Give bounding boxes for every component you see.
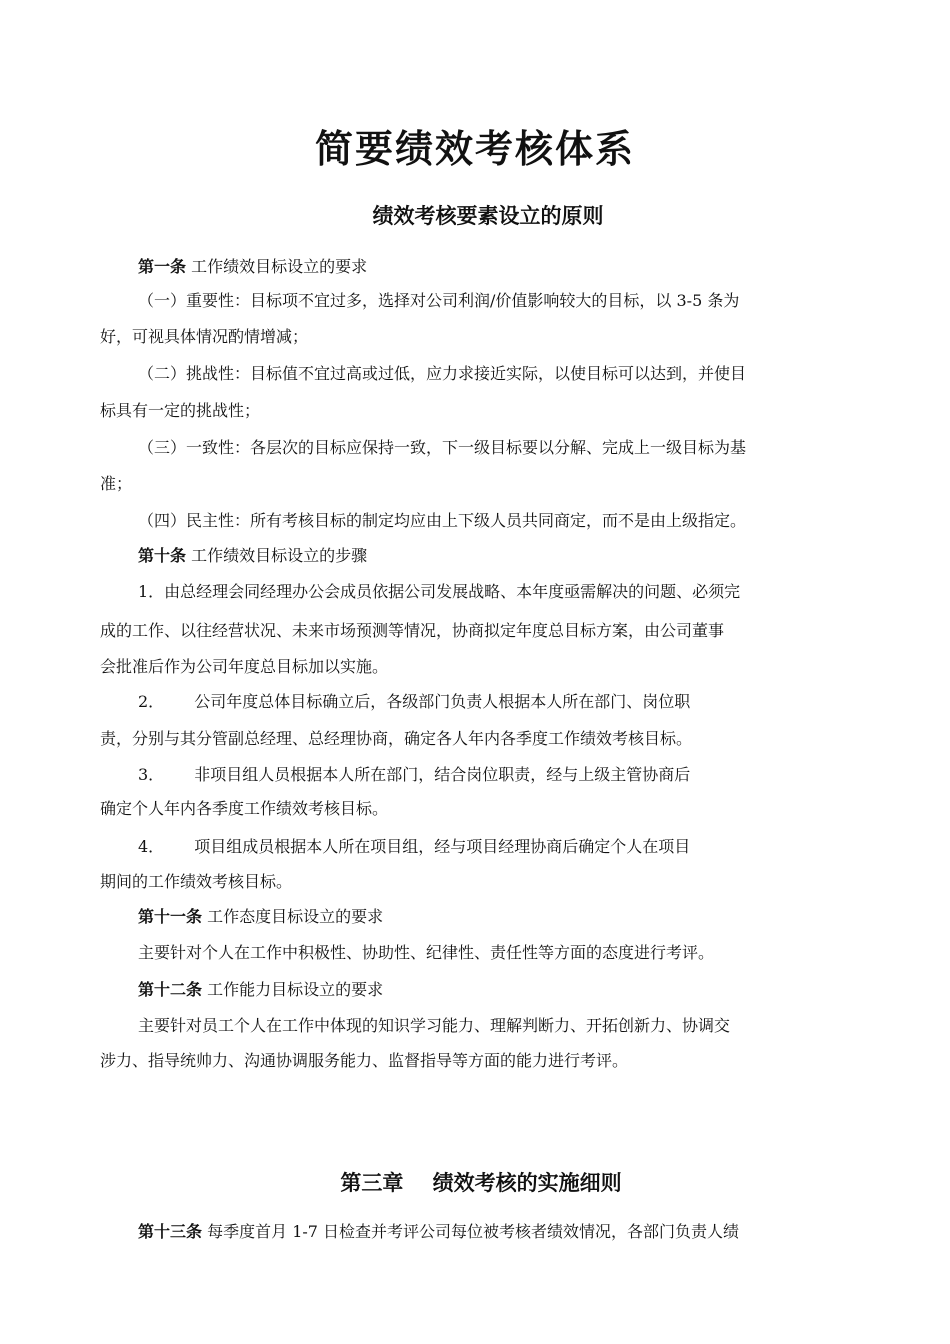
paragraph-line: 1．由总经理会同经理办公会成员依据公司发展战略、本年度亟需解决的问题、必须完 [138, 582, 741, 601]
article-label: 第十二条 [138, 980, 203, 999]
paragraph-line: （一）重要性：目标项不宜过多，选择对公司利润/价值影响较大的目标，以 3-5 条为 [138, 291, 740, 310]
step-text: 项目组成员根据本人所在项目组，经与项目经理协商后确定个人在项目 [194, 837, 691, 856]
paragraph-line: 期间的工作绩效考核目标。 [100, 872, 293, 891]
article-label: 第十一条 [138, 907, 203, 926]
step-2 [138, 690, 908, 714]
paragraph-line: 会批准后作为公司年度总目标加以实施。 [100, 657, 389, 676]
article-11 [138, 905, 908, 929]
paragraph-line: （四）民主性：所有考核目标的制定均应由上下级人员共同商定，而不是由上级指定。 [138, 511, 747, 530]
article-12 [138, 978, 908, 1002]
paragraph-line: 准； [100, 474, 133, 493]
article-13 [138, 1220, 908, 1244]
document-title: 简要绩效考核体系 [314, 126, 635, 171]
paragraph-line: 主要针对个人在工作中积极性、协助性、纪律性、责任性等方面的态度进行考评。 [138, 943, 715, 962]
paragraph-line: （二）挑战性：目标值不宜过高或过低，应力求接近实际，以使目标可以达到，并使目 [138, 364, 747, 383]
step-text: 非项目组人员根据本人所在部门，结合岗位职责，经与上级主管协商后 [194, 765, 691, 784]
paragraph-line: 好，可视具体情况酌情增减； [100, 327, 309, 346]
paragraph-line: 成的工作、以往经营状况、未来市场预测等情况，协商拟定年度总目标方案，由公司董事 [100, 621, 725, 640]
article-heading: 工作绩效目标设立的步骤 [191, 546, 368, 565]
article-text: 每季度首月 1-7 日检查并考评公司每位被考核者绩效情况，各部门负责人绩 [207, 1222, 740, 1241]
paragraph-line: 责，分别与其分管副总经理、总经理协商，确定各人年内各季度工作绩效考核目标。 [100, 729, 693, 748]
step-number: 2． [138, 692, 165, 711]
article-label: 第一条 [138, 257, 187, 276]
paragraph-line: 确定个人年内各季度工作绩效考核目标。 [100, 799, 389, 818]
chapter-heading: 第三章 绩效考核的实施细则 [340, 1170, 622, 1195]
step-number: 3． [138, 765, 165, 784]
article-heading: 工作能力目标设立的要求 [207, 980, 384, 999]
article-label: 第十三条 [138, 1222, 203, 1241]
paragraph-line: 主要针对员工个人在工作中体现的知识学习能力、理解判断力、开拓创新力、协调交 [138, 1016, 731, 1035]
section-subtitle: 绩效考核要素设立的原则 [372, 203, 604, 228]
article-1 [138, 255, 908, 279]
step-3 [138, 763, 908, 787]
paragraph-line: 涉力、指导统帅力、沟通协调服务能力、监督指导等方面的能力进行考评。 [100, 1051, 629, 1070]
article-heading: 工作绩效目标设立的要求 [191, 257, 368, 276]
article-label: 第十条 [138, 546, 187, 565]
step-4 [138, 835, 908, 859]
paragraph-line: （三）一致性：各层次的目标应保持一致，下一级目标要以分解、完成上一级目标为基 [138, 438, 747, 457]
article-heading: 工作态度目标设立的要求 [207, 907, 384, 926]
step-number: 4． [138, 837, 165, 856]
step-text: 公司年度总体目标确立后，各级部门负责人根据本人所在部门、岗位职 [194, 692, 691, 711]
paragraph-line: 标具有一定的挑战性； [100, 401, 261, 420]
article-10 [138, 544, 908, 568]
